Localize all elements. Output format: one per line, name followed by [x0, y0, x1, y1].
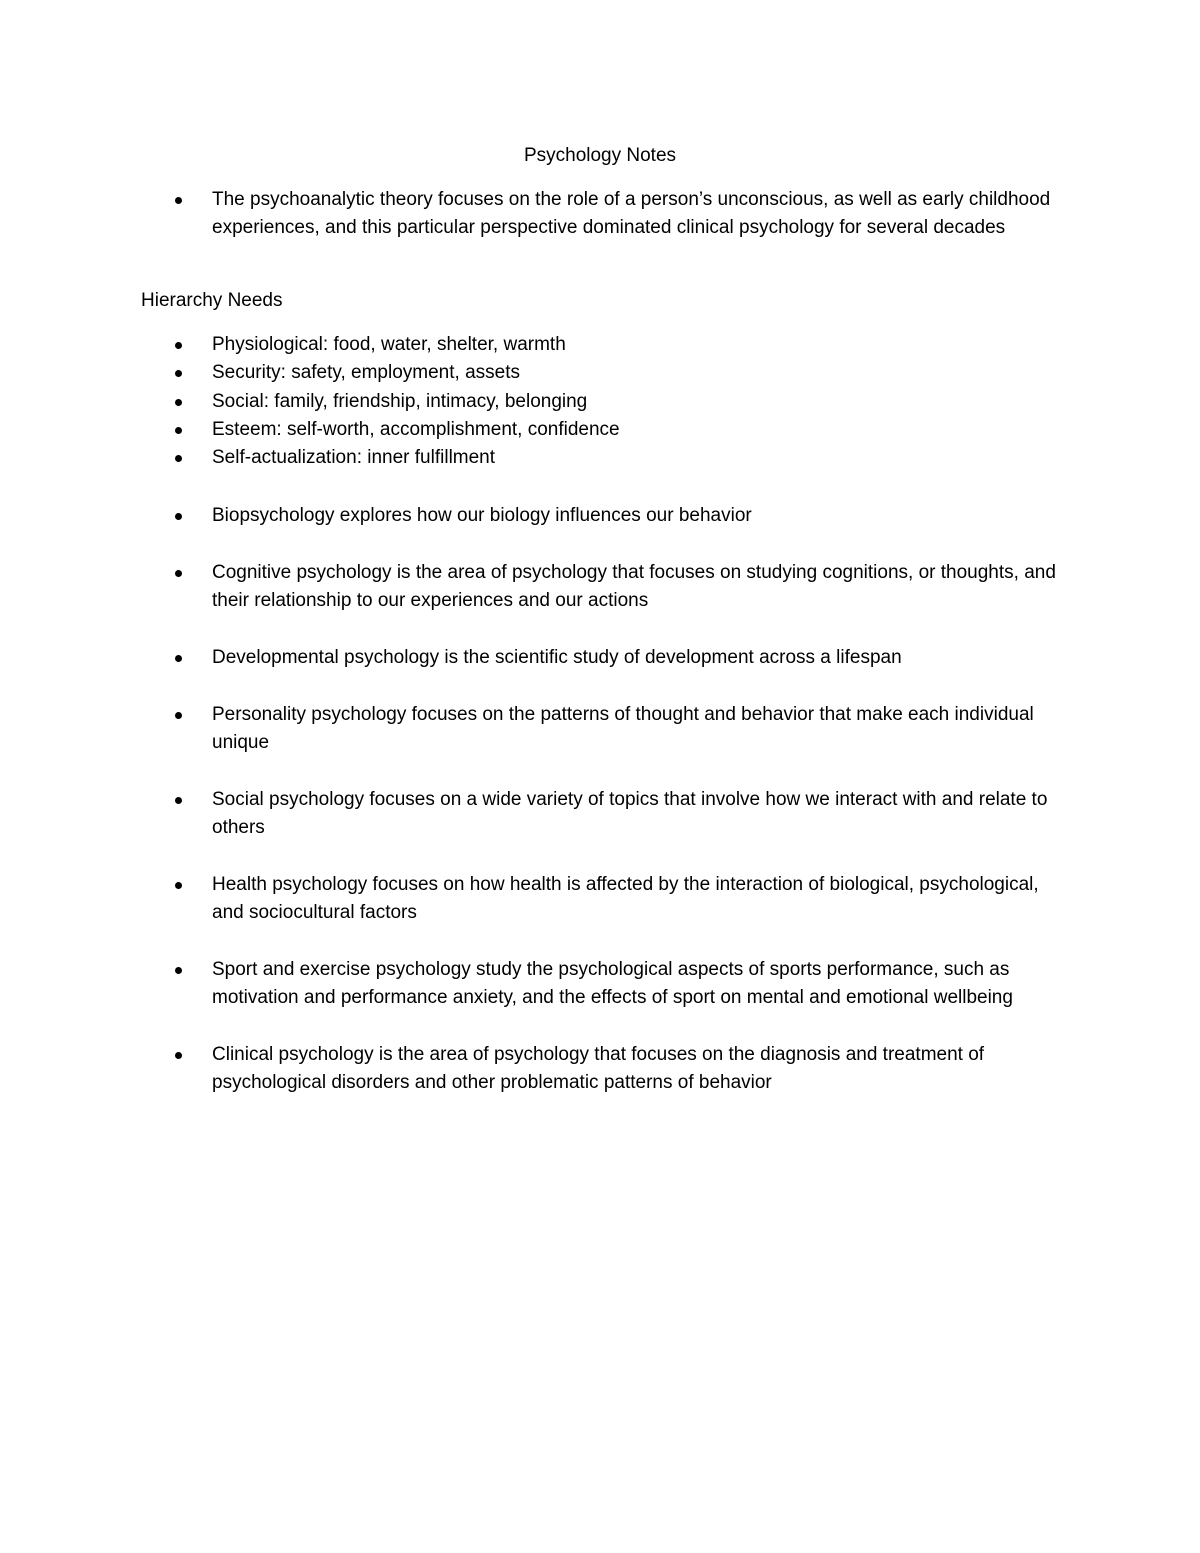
list-item — [0, 416, 1200, 444]
list-item — [0, 644, 1200, 672]
list-item-text: Developmental psychology is the scientific study of development across a lifespan — [212, 646, 902, 668]
bullet-icon — [175, 797, 182, 804]
list-item-text: Biopsychology explores how our biology influences our behavior — [212, 505, 752, 526]
list-item-text: Security: safety, employment, assets — [212, 362, 520, 384]
list-item-text: Sport and exercise psychology study the psychological aspects of sports performance, such as motivation and performance anxiety, and the effects of sport on mental and emotional wellbeing — [212, 958, 1013, 1009]
bullet-icon — [175, 197, 182, 204]
bullet-icon — [175, 342, 182, 349]
bullet-icon — [175, 1052, 182, 1059]
list-item-text: Clinical psychology is the area of psychology that focuses on the diagnosis and treatment of psychological disorders and other problematic patterns of behavior — [212, 1044, 985, 1094]
list-item — [0, 701, 1200, 758]
bullet-icon — [175, 399, 182, 406]
list-item — [0, 1041, 1200, 1098]
bullet-icon — [175, 882, 182, 889]
bullet-icon — [175, 655, 182, 662]
bullet-icon — [175, 967, 182, 974]
list-item — [0, 186, 1200, 243]
list-item-text: Personality psychology focuses on the patterns of thought and behavior that make each individual unique — [212, 703, 1034, 753]
list-item — [0, 559, 1200, 616]
list-item — [0, 502, 1200, 530]
list-item — [0, 359, 1200, 387]
list-item — [0, 444, 1200, 472]
list-item-text: Social: family, friendship, intimacy, belonging — [212, 390, 588, 412]
list-item-text: The psychoanalytic theory focuses on the role of a person’s unconscious, as well as early childhood experiences, and this particular perspective dominated clinical psychology for several decades — [212, 189, 1051, 239]
list-item-text: Cognitive psychology is the area of psychology that focuses on studying cognitions, or thoughts, and their relationship to our experiences and our actions — [212, 561, 1056, 612]
list-item-text: Health psychology focuses on how health is affected by the interaction of biological, psychological, and sociocultural factors — [212, 873, 1039, 924]
list-item-text: Esteem: self-worth, accomplishment, confidence — [212, 418, 620, 440]
list-item — [0, 956, 1200, 1013]
list-item — [0, 786, 1200, 843]
bullet-icon — [175, 455, 182, 462]
list-item — [0, 388, 1200, 416]
intro-list — [0, 186, 1200, 243]
list-item-text: Self-actualization: inner fulfillment — [212, 447, 496, 469]
bullet-icon — [175, 427, 182, 434]
fields-list — [0, 502, 1200, 1126]
bullet-icon — [175, 513, 182, 520]
page-title: Psychology Notes — [523, 145, 677, 166]
list-item-text: Physiological: food, water, shelter, warmth — [212, 334, 566, 355]
bullet-icon — [175, 712, 182, 719]
bullet-icon — [175, 570, 182, 577]
section-heading-hierarchy: Hierarchy Needs — [141, 290, 283, 311]
list-item — [0, 871, 1200, 928]
list-item-text: Social psychology focuses on a wide variety of topics that involve how we interact with and relate to others — [212, 788, 1048, 839]
list-item — [0, 331, 1200, 359]
hierarchy-list — [0, 331, 1200, 472]
bullet-icon — [175, 370, 182, 377]
